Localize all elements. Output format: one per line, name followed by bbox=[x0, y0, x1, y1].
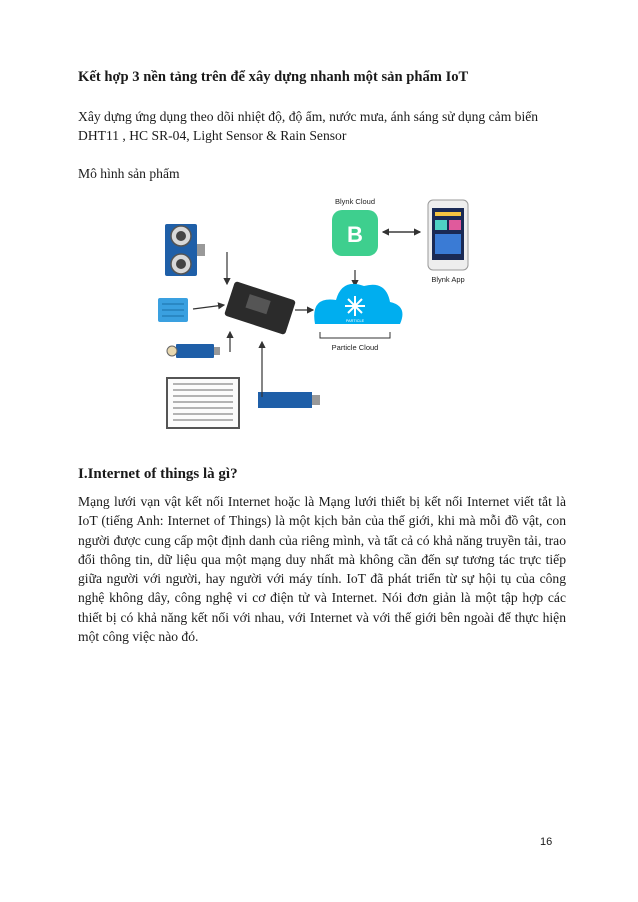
blynk-app-label: Blynk App bbox=[431, 275, 465, 284]
body-paragraph: Mạng lưới vạn vật kết nối Internet hoặc là Mạng lưới thiết bị kết nối Internet viết tắt là IoT (tiếng Anh: Internet of Things) là một kịch bản của thế giới, khi mà mỗi đồ vật, con người được cung cấp một định danh của riêng mình, và tất cả có khả năng truyền tải, trao đổi thông tin, dữ liệu qua một mạng duy nhất mà không cần đến sự tương tác trực tiếp giữa người với người, hay người với máy tính. IoT đã phát triển từ sự hội tụ của công nghệ không dây, công nghệ vi cơ điện tử và Internet. Nói đơn giản là một tập hợp các thiết bị có khả năng kết nối với nhau, với Internet và với thế giới bên ngoài để thực hiện một công việc nào đó. bbox=[78, 494, 566, 645]
intro-paragraph: Xây dựng ứng dụng theo dõi nhiệt độ, độ ẩm, nước mưa, ánh sáng sử dụng cảm biến DHT11 , HC SR-04, Light Sensor & Rain Sensor bbox=[78, 109, 539, 143]
phone-icon bbox=[428, 200, 468, 270]
arrow-dht11 bbox=[193, 305, 224, 309]
model-label: Mô hình sản phẩm bbox=[78, 166, 180, 181]
blynk-cloud-icon bbox=[332, 210, 378, 256]
dht11-sensor-icon bbox=[158, 298, 188, 322]
particle-cloud-icon bbox=[314, 284, 402, 324]
page-number: 16 bbox=[540, 836, 553, 848]
blynk-logo-letter: B bbox=[347, 222, 363, 247]
blynk-cloud-label: Blynk Cloud bbox=[334, 197, 376, 206]
particle-cloud-label: Particle Cloud bbox=[331, 343, 379, 352]
particle-badge: PARTICLE bbox=[345, 319, 365, 323]
section-title: I.Internet of things là gì? bbox=[78, 466, 238, 482]
rain-sensor-icon bbox=[167, 378, 320, 428]
light-sensor-icon bbox=[167, 344, 220, 358]
particle-bracket bbox=[320, 332, 390, 338]
iot-system-diagram bbox=[150, 192, 480, 442]
page-heading: Kết hợp 3 nền tảng trên để xây dựng nhanh một sản phẩm IoT bbox=[78, 69, 469, 85]
ultrasonic-sensor-icon bbox=[165, 224, 205, 276]
photon-board-icon bbox=[224, 281, 296, 335]
